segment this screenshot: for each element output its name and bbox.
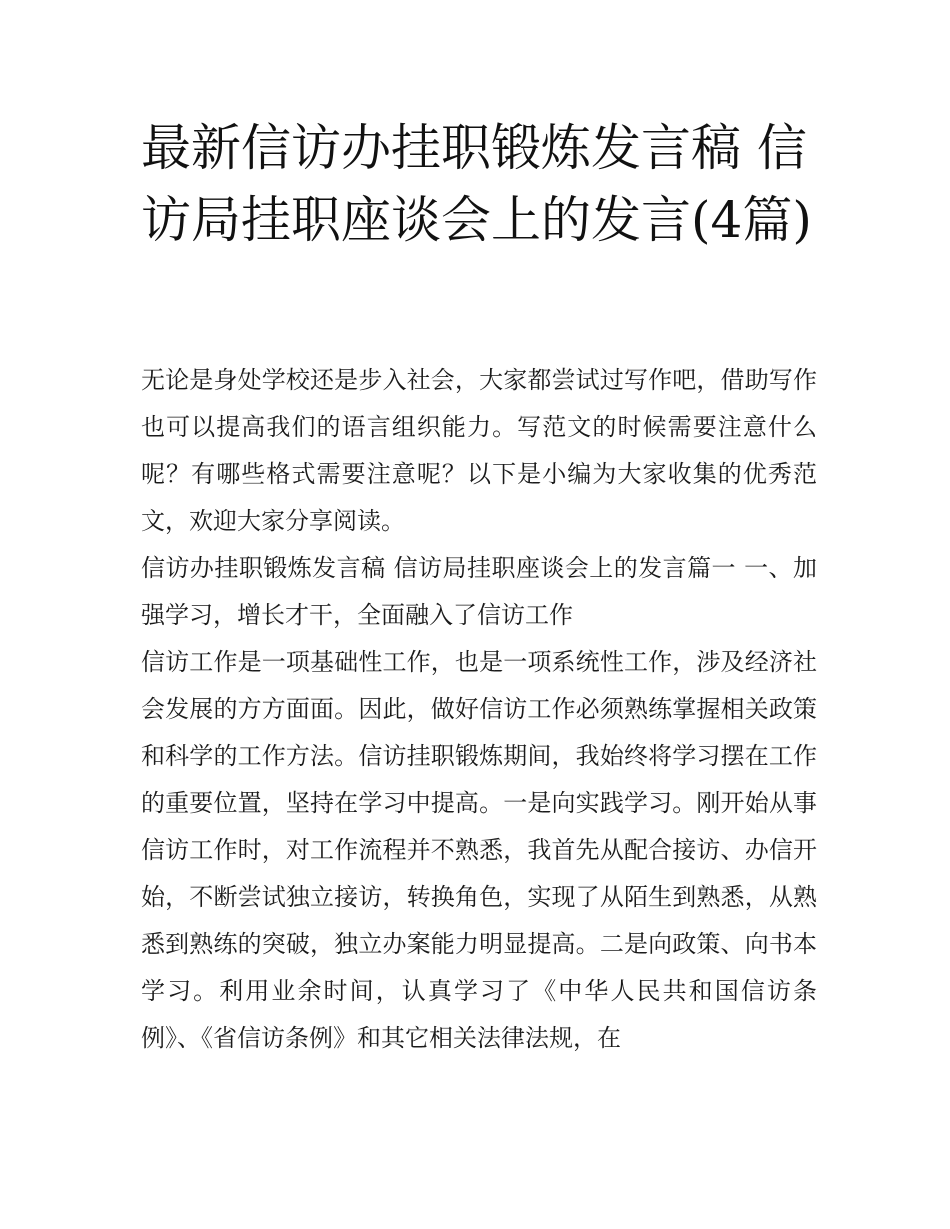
section-heading-paragraph: 信访办挂职锻炼发言稿 信访局挂职座谈会上的发言篇一 一、加强学习，增长才干，全面融入了信访工作 xyxy=(141,554,817,629)
document-title: 最新信访办挂职锻炼发言稿 信访局挂职座谈会上的发言(4篇) xyxy=(141,119,812,249)
document-body xyxy=(141,357,817,1062)
intro-paragraph: 无论是身处学校还是步入社会，大家都尝试过写作吧，借助写作也可以提高我们的语言组织能力。写范文的时候需要注意什么呢？有哪些格式需要注意呢？以下是小编为大家收集的优秀范文，欢迎大家分享阅读。 xyxy=(141,366,817,535)
body-paragraph: 信访工作是一项基础性工作，也是一项系统性工作，涉及经济社会发展的方方面面。因此，做好信访工作必须熟练掌握相关政策和科学的工作方法。信访挂职锻炼期间，我始终将学习摆在工作的重要位置，坚持在学习中提高。一是向实践学习。刚开始从事信访工作时，对工作流程并不熟悉，我首先从配合接访、办信开始，不断尝试独立接访，转换角色，实现了从陌生到熟悉，从熟悉到熟练的突破，独立办案能力明显提高。二是向政策、向书本学习。利用业余时间，认真学习了《中华人民共和国信访条例》、《省信访条例》和其它相关法律法规，在 xyxy=(141,648,817,1052)
